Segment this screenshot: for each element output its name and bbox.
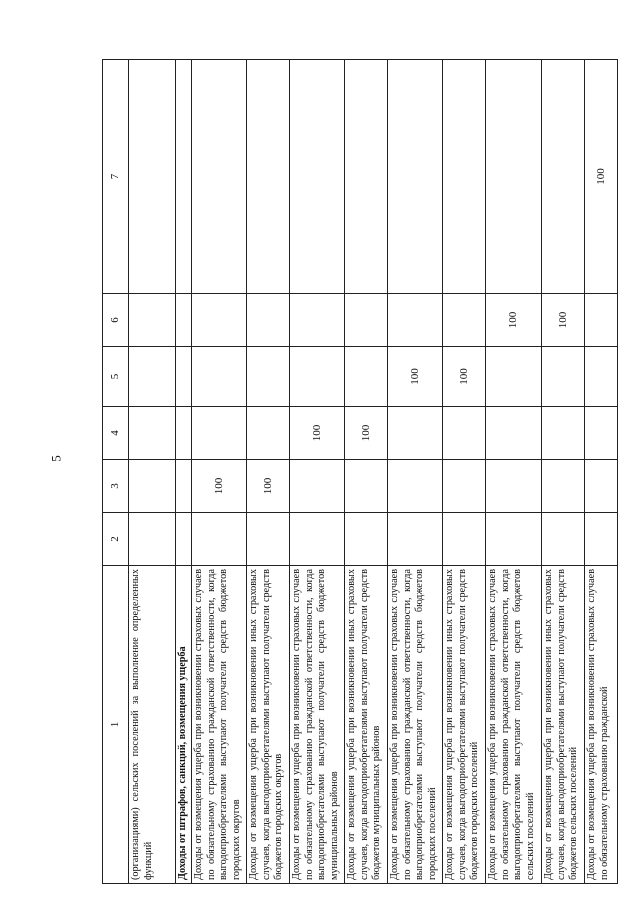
percent-cell xyxy=(345,60,388,294)
percent-cell xyxy=(486,60,542,294)
percent-cell: 100 xyxy=(192,460,247,513)
percent-cell xyxy=(542,407,585,460)
percent-cell xyxy=(290,60,345,294)
percent-cell xyxy=(443,460,486,513)
percent-cell: 100 xyxy=(443,347,486,407)
revenue-description: Доходы от возмещения ущерба при возникновении иных страховых случаев, когда выгодоприобретателями выступают получатели средств бюджетов муниципальных районов xyxy=(345,566,388,884)
table-row xyxy=(585,60,618,884)
percent-cell xyxy=(443,60,486,294)
percent-cell xyxy=(192,513,247,566)
percent-cell xyxy=(192,60,247,294)
percent-cell xyxy=(192,407,247,460)
revenue-description: (организациями) сельских поселений за выполнение определенных функций xyxy=(129,566,176,884)
percent-cell xyxy=(129,347,176,407)
table-row xyxy=(290,60,345,884)
revenue-description: Доходы от возмещения ущерба при возникновении страховых случаев по обязательному страхованию гражданской ответственности, когда выгодоприобретателями выступают получатели средств бюджетов сельских поселений xyxy=(486,566,542,884)
table-row xyxy=(443,60,486,884)
percent-cell xyxy=(192,294,247,347)
percent-cell: 100 xyxy=(290,407,345,460)
table-row xyxy=(486,60,542,884)
header-cell: 5 xyxy=(103,347,129,407)
percent-cell xyxy=(129,407,176,460)
table-header-row xyxy=(103,60,129,884)
percent-cell xyxy=(486,513,542,566)
header-cell: 1 xyxy=(103,566,129,884)
percent-cell xyxy=(388,294,443,347)
percent-cell xyxy=(247,294,290,347)
percent-cell xyxy=(542,347,585,407)
table-row xyxy=(129,60,176,884)
percent-cell xyxy=(443,294,486,347)
header-cell: 6 xyxy=(103,294,129,347)
percent-cell xyxy=(585,407,618,460)
percent-cell xyxy=(176,460,192,513)
table-row xyxy=(345,60,388,884)
revenue-description: Доходы от возмещения ущерба при возникновении страховых случаев по обязательному страхованию гражданской ответственности, когда выгодоприобретателями выступают получатели средств бюджетов городских округов xyxy=(192,566,247,884)
percent-cell xyxy=(192,347,247,407)
percent-cell xyxy=(247,347,290,407)
header-cell: 3 xyxy=(103,460,129,513)
percent-cell xyxy=(176,347,192,407)
header-cell: 4 xyxy=(103,407,129,460)
percent-cell xyxy=(290,513,345,566)
percent-cell xyxy=(486,347,542,407)
percent-cell xyxy=(247,513,290,566)
percent-cell: 100 xyxy=(388,347,443,407)
revenue-description: Доходы от возмещения ущерба при возникновении иных страховых случаев, когда выгодоприобретателями выступают получатели средств бюджетов сельских поселений xyxy=(542,566,585,884)
percent-cell xyxy=(176,513,192,566)
percent-cell xyxy=(129,60,176,294)
percent-cell xyxy=(247,60,290,294)
percent-cell: 100 xyxy=(247,460,290,513)
section-row xyxy=(176,60,192,884)
percent-cell xyxy=(247,407,290,460)
percent-cell xyxy=(129,513,176,566)
percent-cell xyxy=(345,460,388,513)
revenue-description: Доходы от возмещения ущерба при возникновении иных страховых случаев, когда выгодоприобретателями выступают получатели средств бюджетов городских поселений xyxy=(443,566,486,884)
percent-cell xyxy=(176,407,192,460)
percent-cell xyxy=(129,294,176,347)
percent-cell xyxy=(388,60,443,294)
percent-cell xyxy=(345,294,388,347)
percent-cell xyxy=(542,60,585,294)
percent-cell xyxy=(388,460,443,513)
percent-cell xyxy=(542,513,585,566)
percent-cell xyxy=(176,294,192,347)
page-number: 5 xyxy=(48,455,64,462)
table-row xyxy=(247,60,290,884)
table-row xyxy=(192,60,247,884)
percent-cell xyxy=(290,460,345,513)
percent-cell xyxy=(585,347,618,407)
percent-cell xyxy=(585,460,618,513)
percent-cell xyxy=(176,60,192,294)
percent-cell: 100 xyxy=(486,294,542,347)
revenue-description: Доходы от возмещения ущерба при возникновении страховых случаев по обязательному страхованию гражданской ответственности, когда выгодоприобретателями выступают получатели средств бюджетов муниципальных районов xyxy=(290,566,345,884)
percent-cell xyxy=(486,407,542,460)
percent-cell xyxy=(290,294,345,347)
section-title: Доходы от штрафов, санкций, возмещения ущерба xyxy=(176,566,192,884)
percent-cell xyxy=(345,347,388,407)
revenue-description: Доходы от возмещения ущерба при возникновении страховых случаев по обязательному страхованию гражданской xyxy=(585,566,618,884)
percent-cell xyxy=(542,460,585,513)
percent-cell: 100 xyxy=(585,60,618,294)
revenue-distribution-table xyxy=(102,59,618,884)
percent-cell xyxy=(345,513,388,566)
percent-cell xyxy=(486,460,542,513)
table-row xyxy=(542,60,585,884)
percent-cell xyxy=(585,294,618,347)
percent-cell xyxy=(443,407,486,460)
percent-cell xyxy=(388,407,443,460)
rotated-table-container xyxy=(102,60,619,884)
percent-cell: 100 xyxy=(542,294,585,347)
revenue-description: Доходы от возмещения ущерба при возникновении страховых случаев по обязательному страхованию гражданской ответственности, когда выгодоприобретателями выступают получатели средств бюджетов городских поселений xyxy=(388,566,443,884)
percent-cell xyxy=(585,513,618,566)
percent-cell xyxy=(388,513,443,566)
revenue-description: Доходы от возмещения ущерба при возникновении иных страховых случаев, когда выгодоприобретателями выступают получатели средств бюджетов городских округов xyxy=(247,566,290,884)
header-cell: 2 xyxy=(103,513,129,566)
table-row xyxy=(388,60,443,884)
percent-cell xyxy=(129,460,176,513)
percent-cell xyxy=(443,513,486,566)
header-cell: 7 xyxy=(103,60,129,294)
percent-cell xyxy=(290,347,345,407)
percent-cell: 100 xyxy=(345,407,388,460)
